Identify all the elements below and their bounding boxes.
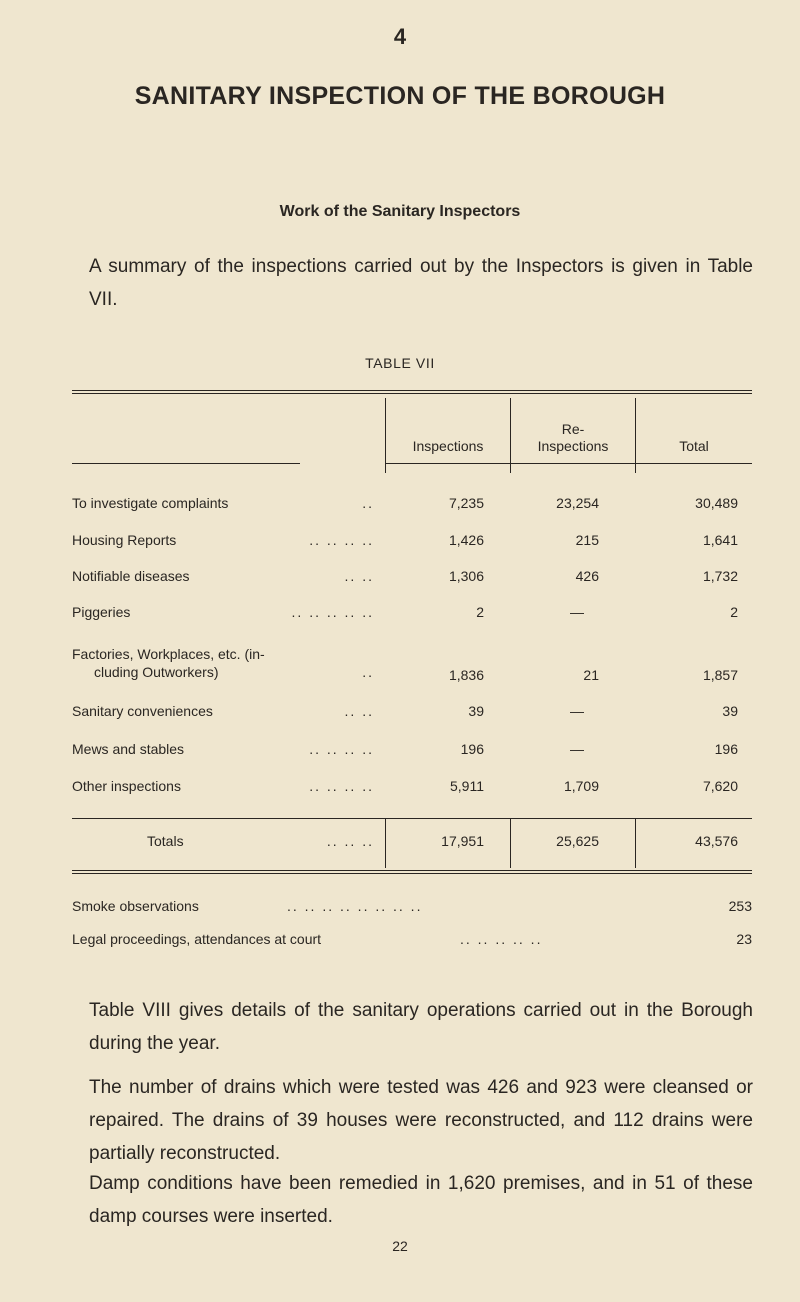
page-number-top: 4 xyxy=(393,24,407,49)
extra-value: 23 xyxy=(736,931,752,947)
table-row-label: Notifiable diseases xyxy=(72,568,190,584)
cell-total: 1,641 xyxy=(702,532,738,548)
cell-total: 7,620 xyxy=(702,778,738,794)
cell-total: 1,857 xyxy=(702,667,738,683)
header-inspections: Inspections xyxy=(412,438,484,454)
cell-inspections: 39 xyxy=(468,703,484,719)
table-caption: TABLE VII xyxy=(365,355,435,371)
leader-dots: .. .. xyxy=(344,568,374,584)
table-row-label: Piggeries xyxy=(72,604,131,620)
cell-total: 39 xyxy=(722,703,738,719)
intro-paragraph: A summary of the inspections carried out by the Inspectors is given in Table VII. xyxy=(89,256,753,310)
cell-inspections: 196 xyxy=(460,741,484,757)
cell-total: 30,489 xyxy=(695,495,738,511)
header-rule xyxy=(385,463,752,464)
header-reinspections-line1: Re- xyxy=(561,421,585,437)
totals-rule xyxy=(72,818,752,819)
paragraph-table-viii: Table VIII gives details of the sanitary operations carried out in the Borough during the year. xyxy=(89,1000,753,1054)
totals-label: Totals xyxy=(147,833,184,849)
col-divider xyxy=(385,398,386,473)
extra-value: 253 xyxy=(728,898,752,914)
header-rule xyxy=(72,463,300,464)
table-row-label-continued: cluding Outworkers) xyxy=(94,664,219,680)
cell-reinspections: 1,709 xyxy=(563,778,599,794)
col-divider xyxy=(635,398,636,473)
extra-label: Smoke observations xyxy=(72,898,199,914)
cell-reinspections: 23,254 xyxy=(556,495,599,511)
page-number-bottom: 22 xyxy=(392,1238,408,1254)
cell-reinspections: 215 xyxy=(575,532,599,548)
leader-dots: .. xyxy=(362,664,374,680)
cell-inspections: 5,911 xyxy=(450,778,484,794)
cell-total: 2 xyxy=(730,604,738,620)
paragraph-drains: The number of drains which were tested was 426 and 923 were cleansed or repaired. The drains of 39 houses were reconstructed, and 112 drains were partially reconstructed. xyxy=(89,1077,753,1164)
extra-label: Legal proceedings, attendances at court xyxy=(72,931,322,947)
leader-dots: .. .. .. .. .. .. .. .. xyxy=(287,898,423,914)
leader-dots: .. .. .. .. .. xyxy=(460,931,543,947)
smoke-observations-line xyxy=(72,898,752,918)
table-row-label: Other inspections xyxy=(72,778,181,794)
legal-proceedings-line xyxy=(72,931,752,951)
table-top-rule xyxy=(72,390,752,394)
table-row-label: Sanitary conveniences xyxy=(72,703,213,719)
table-row-label: Housing Reports xyxy=(72,532,177,548)
table-bottom-rule xyxy=(72,870,752,874)
cell-inspections: 7,235 xyxy=(448,495,484,511)
leader-dots: .. .. .. .. xyxy=(309,778,374,794)
section-subtitle: Work of the Sanitary Inspectors xyxy=(279,203,521,220)
inspections-table xyxy=(72,390,752,880)
leader-dots: .. .. .. .. xyxy=(309,741,374,757)
cell-inspections: 2 xyxy=(476,604,484,620)
totals-total: 43,576 xyxy=(695,833,738,849)
cell-total: 196 xyxy=(714,741,738,757)
page-title: SANITARY INSPECTION OF THE BOROUGH xyxy=(134,82,666,110)
cell-reinspections: 21 xyxy=(583,667,599,683)
leader-dots: .. .. .. xyxy=(326,833,374,849)
cell-reinspections: — xyxy=(570,741,584,757)
cell-reinspections: — xyxy=(570,703,584,719)
leader-dots: .. xyxy=(362,495,374,511)
leader-dots: .. .. .. .. xyxy=(309,532,374,548)
table-row-label: Mews and stables xyxy=(72,741,185,757)
totals-inspections: 17,951 xyxy=(441,833,484,849)
leader-dots: .. .. xyxy=(344,703,374,719)
table-row-label: Factories, Workplaces, etc. (in- xyxy=(72,646,265,662)
cell-inspections: 1,426 xyxy=(448,532,484,548)
header-reinspections-line2: Inspections xyxy=(537,438,609,454)
cell-inspections: 1,306 xyxy=(448,568,484,584)
cell-total: 1,732 xyxy=(702,568,738,584)
leader-dots: .. .. .. .. .. xyxy=(291,604,374,620)
table-row-label: To investigate complaints xyxy=(72,495,229,511)
cell-inspections: 1,836 xyxy=(448,667,484,683)
totals-reinspections: 25,625 xyxy=(556,833,599,849)
header-total: Total xyxy=(679,438,709,454)
paragraph-damp: Damp conditions have been remedied in 1,620 premises, and in 51 of these damp courses were inserted. xyxy=(89,1173,753,1227)
cell-reinspections: 426 xyxy=(575,568,599,584)
cell-reinspections: — xyxy=(570,604,584,620)
